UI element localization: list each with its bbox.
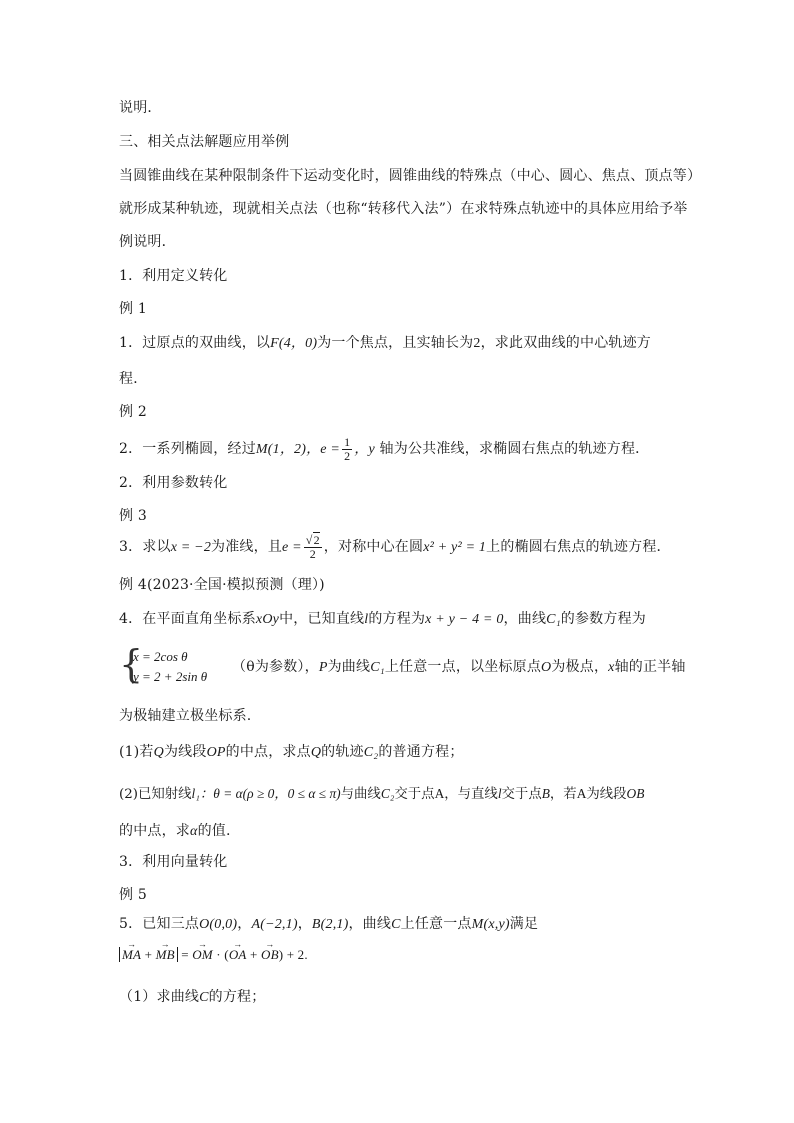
subsection-heading <box>119 473 228 493</box>
heading-text: 3．利用向量转化 <box>119 854 228 870</box>
left-brace-icon: { <box>119 642 144 686</box>
math-expression: C₂ <box>380 786 395 801</box>
text: 为曲线 <box>327 659 371 675</box>
math-expression: α <box>190 824 198 839</box>
vector-ob: → OB <box>261 945 279 965</box>
math-expression: P <box>318 660 328 675</box>
math-expression: A <box>434 786 445 801</box>
text: 轴的正半轴 <box>614 659 686 675</box>
math-expression: OP <box>206 745 226 760</box>
plus-sign: + <box>246 947 261 962</box>
text: 5．已知三点 <box>119 916 200 932</box>
paragraph-text: 例说明． <box>119 234 176 250</box>
text: 为线段 <box>163 744 207 760</box>
math-expression: OB <box>626 786 645 801</box>
vector-oa: → OA <box>229 945 247 965</box>
math-expression: ，y <box>354 442 375 457</box>
math-expression: B(2,1) <box>311 917 349 932</box>
math-expression: C₁ <box>546 612 561 627</box>
math-expression: C₂ <box>363 745 379 760</box>
text: （θ为参数）， <box>232 659 319 675</box>
text: ，与直线 <box>444 787 498 802</box>
text: 为线段 <box>586 787 627 802</box>
text: 与曲线 <box>340 787 381 802</box>
text: （1）求曲线 <box>119 989 200 1005</box>
sqrt-radicand: 2 <box>313 532 320 547</box>
math-expression: x² + y² = 1 <box>423 540 487 555</box>
text: 上的椭圆右焦点的轨迹方程． <box>486 539 671 555</box>
text: 为准线，且 <box>211 539 283 555</box>
math-expression: e = <box>282 540 302 555</box>
paragraph-text: 就形成某种轨迹，现就相关点法（也称“转移代入法”）在求特殊点轨迹中的具体应用给予举 <box>119 201 688 217</box>
vector-om: → OM <box>192 945 213 965</box>
math-expression: x + y − 4 = 0 <box>425 612 504 627</box>
math-expression: M(1，2)，e = <box>255 442 341 457</box>
example-label-text: 例 5 <box>119 887 147 903</box>
text: 为一个焦点，且实轴长为 <box>317 335 474 351</box>
math-expression: O(0,0) <box>199 917 238 932</box>
problem-4-continuation <box>232 657 686 678</box>
parametric-system <box>119 642 209 688</box>
example-label <box>119 575 325 595</box>
dot-operator: · ( <box>212 947 229 962</box>
text: 上任意一点 <box>400 916 472 932</box>
subsection-heading <box>119 266 228 286</box>
text: ，对称中心在圆 <box>323 539 424 555</box>
text-line <box>119 232 176 252</box>
system-equation-1: x = 2cos θ <box>133 649 188 664</box>
heading-text: 1．利用定义转化 <box>119 268 228 284</box>
text: (1)若 <box>119 744 154 760</box>
paragraph-text: 程． <box>119 371 148 387</box>
fraction-denominator: 2 <box>344 448 351 463</box>
text: (2)已知射线 <box>119 787 192 802</box>
fraction <box>342 436 352 463</box>
text: 为极点， <box>551 659 609 675</box>
text-line <box>119 821 231 842</box>
text: 的方程； <box>208 989 266 1005</box>
example-label <box>119 299 147 319</box>
math-expression: A(−2,1) <box>251 917 298 932</box>
problem-2-line <box>119 434 649 465</box>
text: 的方程为 <box>368 611 426 627</box>
math-expression: x = −2 <box>170 540 212 555</box>
vector-mb: → MB <box>156 945 175 965</box>
text: ， <box>237 916 252 932</box>
text: 的轨迹 <box>321 744 364 760</box>
example-label <box>119 402 147 422</box>
example-label-text: 例 2 <box>119 404 147 420</box>
example-label-text: 例 1 <box>119 301 147 317</box>
math-expression: l <box>497 786 502 801</box>
example-label <box>119 506 147 526</box>
fraction <box>304 534 322 561</box>
math-expression: F(4，0) <box>270 336 318 351</box>
equation-tail: ) + 2. <box>278 947 308 962</box>
plus-sign: + <box>141 947 156 962</box>
subsection-heading <box>119 852 228 872</box>
subquestion-1 <box>119 742 464 763</box>
section-heading <box>119 132 289 152</box>
math-expression: Q <box>310 745 322 760</box>
equals-sign: = <box>177 947 193 962</box>
text: 轴为公共准线，求椭圆右焦点的轨迹方程． <box>374 441 650 457</box>
subquestion-5-1 <box>119 987 265 1008</box>
text: ，曲线 <box>348 916 392 932</box>
text: 的值. <box>197 823 231 839</box>
math-expression: x <box>608 660 615 675</box>
math-expression: C₁ <box>370 660 385 675</box>
example-label <box>119 885 147 905</box>
math-expression: l₁：θ = α(ρ ≥ 0，0 ≤ α ≤ π) <box>191 786 341 801</box>
paragraph-text: 当圆锥曲线在某种限制条件下运动变化时，圆锥曲线的特殊点（中心、圆心、焦点、顶点等） <box>119 168 702 184</box>
text-line <box>119 706 251 726</box>
example-label-text: 例 3 <box>119 508 147 524</box>
text: 的普通方程； <box>378 744 464 760</box>
paragraph-text: 说明． <box>119 100 162 116</box>
problem-3-line <box>119 530 671 565</box>
text: 中，已知直线 <box>279 611 365 627</box>
text: 交于点 <box>394 787 435 802</box>
text: ，求此双曲线的中心轨迹方 <box>480 335 651 351</box>
math-expression: C <box>391 917 401 932</box>
text: 3．求以 <box>119 539 171 555</box>
text: ， <box>297 916 312 932</box>
text: 1．过原点的双曲线，以 <box>119 335 271 351</box>
vector-equation <box>119 945 308 966</box>
text: 的参数方程为 <box>560 611 646 627</box>
math-expression: Q <box>153 745 164 760</box>
subquestion-2 <box>119 784 644 805</box>
text: 交于点 <box>501 787 542 802</box>
math-expression: C <box>199 990 209 1005</box>
text-line <box>119 199 688 219</box>
fraction-numerator: √2 <box>305 532 320 547</box>
text: ，若 <box>549 787 577 802</box>
heading-text: 三、相关点法解题应用举例 <box>119 134 290 150</box>
system-equation-2: y = 2 + 2sin θ <box>133 669 208 684</box>
text-line <box>119 369 147 389</box>
vector-norm <box>119 947 178 962</box>
text-line <box>119 98 162 118</box>
fraction-denominator: 2 <box>309 546 316 561</box>
problem-5-line <box>119 914 538 935</box>
text: 2．一系列椭圆，经过 <box>119 441 256 457</box>
text-line <box>119 166 701 186</box>
example-label-text: 例 4(2023·全国·模拟预测（理）) <box>119 577 325 593</box>
text: 的中点，求点 <box>225 744 311 760</box>
text: 4．在平面直角坐标系 <box>119 611 256 627</box>
paragraph-text: 为极轴建立极坐标系. <box>119 708 252 724</box>
math-expression: xOy <box>255 612 280 627</box>
math-expression: O <box>541 660 552 675</box>
math-expression: A <box>576 786 587 801</box>
math-expression: B <box>541 786 550 801</box>
math-expression: M(x,y) <box>471 917 510 932</box>
fraction-numerator: 1 <box>344 434 351 449</box>
math-expression: l <box>364 612 369 627</box>
text: 满足 <box>509 916 539 932</box>
text: 的中点，求 <box>119 823 190 839</box>
heading-text: 2．利用参数转化 <box>119 475 228 491</box>
problem-4-line <box>119 609 646 630</box>
vector-ma: → MA <box>122 945 141 965</box>
text: 上任意一点，以坐标原点 <box>384 659 542 675</box>
problem-1-line <box>119 333 651 354</box>
text: ，曲线 <box>503 611 547 627</box>
math-expression: 2 <box>473 336 481 351</box>
